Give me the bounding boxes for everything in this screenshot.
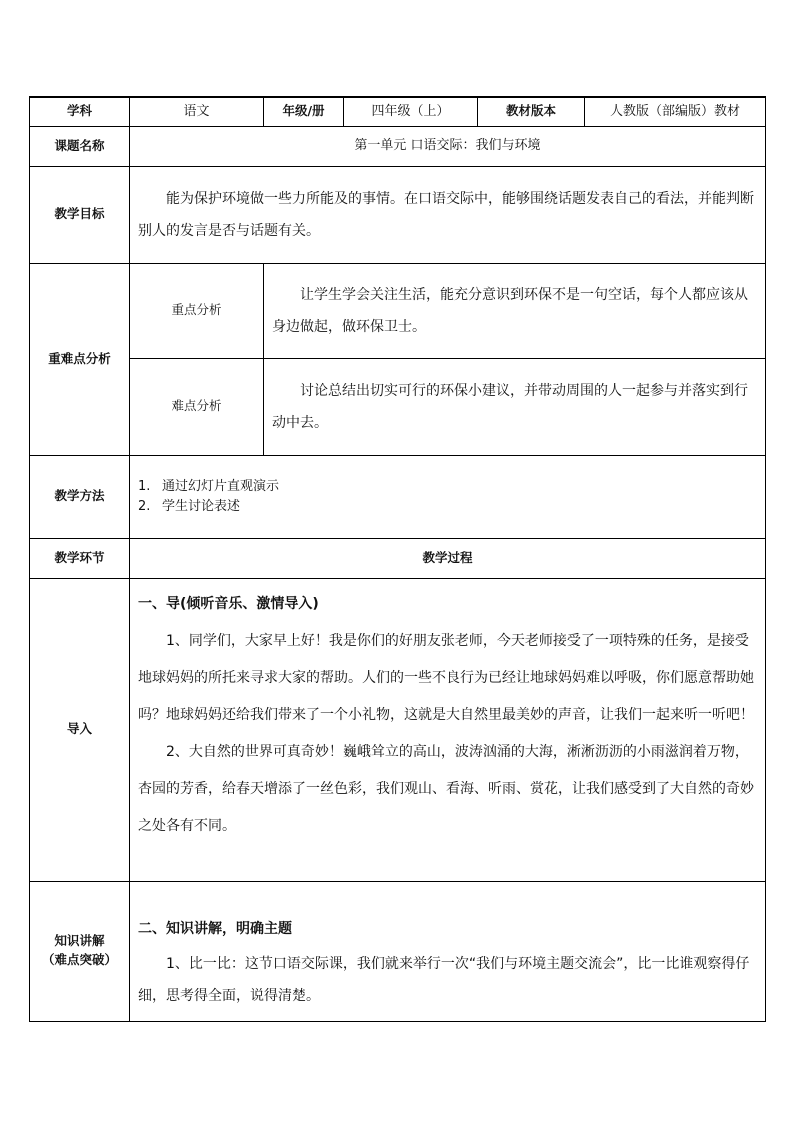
goals-text: 能为保护环境做一些力所能及的事情。在口语交际中，能够围绕话题发表自己的看法，并能判断别人的发言是否与话题有关。 xyxy=(138,190,754,239)
lesson-row xyxy=(30,126,766,166)
methods-label: 教学方法 xyxy=(30,455,130,538)
knowledge-row xyxy=(30,881,766,1021)
knowledge-label xyxy=(30,881,130,1021)
lesson-title: 第一单元 口语交际：我们与环境 xyxy=(130,126,766,166)
method-item xyxy=(138,477,757,497)
method-text: 通过幻灯片直观演示 xyxy=(162,478,280,494)
goals-cell xyxy=(130,166,766,263)
difficult-analysis-text: 讨论总结出切实可行的环保小建议，并带动周围的人一起参与并落实到行动中去。 xyxy=(272,382,748,431)
process-label: 教学过程 xyxy=(130,538,766,578)
stage-label: 教学环节 xyxy=(30,538,130,578)
lesson-label: 课题名称 xyxy=(30,126,130,166)
edition-value: 人教版（部编版）教材 xyxy=(585,97,766,126)
subject-label: 学科 xyxy=(30,97,130,126)
key-analysis-row xyxy=(30,263,766,358)
intro-row xyxy=(30,578,766,881)
method-number: 2. xyxy=(138,498,151,514)
goals-row xyxy=(30,166,766,263)
analysis-label: 重难点分析 xyxy=(30,263,130,455)
intro-cell xyxy=(130,578,766,881)
process-header-row xyxy=(30,538,766,578)
subject-value: 语文 xyxy=(130,97,264,126)
knowledge-cell xyxy=(130,881,766,1021)
key-analysis-text: 让学生学会关注生活，能充分意识到环保不是一句空话，每个人都应该从身边做起，做环保卫士。 xyxy=(272,286,748,335)
difficult-analysis-label: 难点分析 xyxy=(130,358,264,455)
method-text: 学生讨论表述 xyxy=(162,498,241,514)
intro-label: 导入 xyxy=(30,578,130,881)
lesson-plan-table xyxy=(29,96,766,1022)
goals-label: 教学目标 xyxy=(30,166,130,263)
methods-row xyxy=(30,455,766,538)
difficult-analysis-row xyxy=(30,358,766,455)
difficult-analysis-cell xyxy=(264,358,766,455)
knowledge-paragraph-1: 1、比一比：这节口语交际课，我们就来举行一次“我们与环境主题交流会”，比一比谁观察得仔细，思考得全面，说得清楚。 xyxy=(138,955,750,1004)
methods-cell xyxy=(130,455,766,538)
intro-title: 一、导(倾听音乐、激情导入) xyxy=(138,595,319,612)
knowledge-label-line-1: 知识讲解 xyxy=(54,933,105,949)
knowledge-label-line-2: （难点突破） xyxy=(41,952,117,967)
intro-paragraph-1: 1、同学们，大家早上好！我是你们的好朋友张老师，今天老师接受了一项特殊的任务，是接受地球妈妈的所托来寻求大家的帮助。人们的一些不良行为已经让地球妈妈难以呼吸，你们愿意帮助她吗？地球妈妈还给我们带来了一个小礼物，这就是大自然里最美妙的声音，让我们一起来听一听吧！ xyxy=(138,632,754,723)
edition-label: 教材版本 xyxy=(478,97,585,126)
method-item xyxy=(138,497,757,517)
header-row xyxy=(30,97,766,126)
key-analysis-cell xyxy=(264,263,766,358)
intro-paragraph-2: 2、大自然的世界可真奇妙！巍峨耸立的高山，波涛汹涌的大海，淅淅沥沥的小雨滋润着万物，杏园的芳香，给春天增添了一丝色彩，我们观山、看海、听雨、赏花，让我们感受到了大自然的奇妙之处各有不同。 xyxy=(138,743,754,834)
key-analysis-label: 重点分析 xyxy=(130,263,264,358)
grade-label: 年级/册 xyxy=(264,97,344,126)
knowledge-title: 二、知识讲解，明确主题 xyxy=(138,920,292,937)
method-number: 1. xyxy=(138,478,151,494)
grade-value: 四年级（上） xyxy=(344,97,478,126)
